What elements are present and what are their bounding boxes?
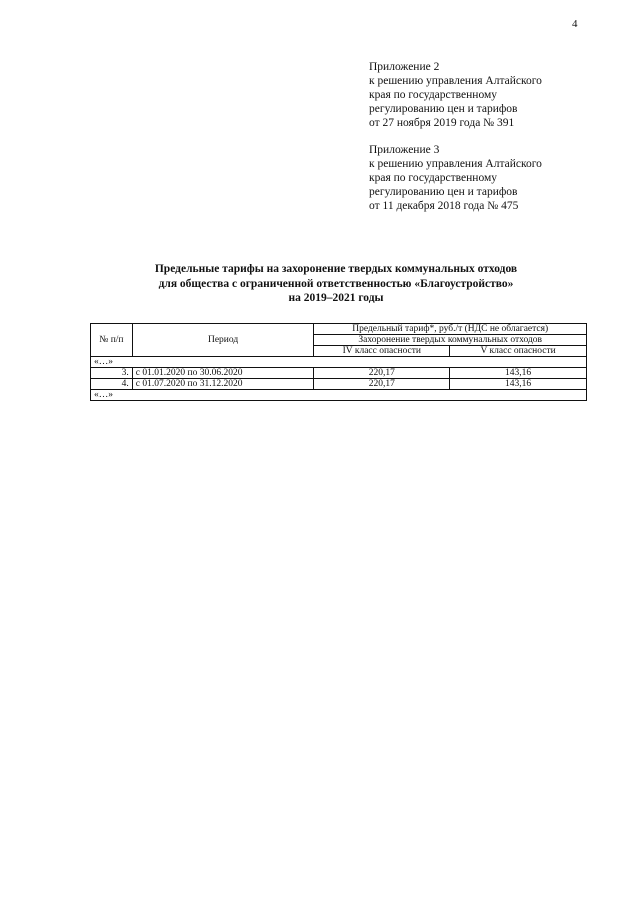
appendix-2-heading (369, 60, 542, 130)
table-ellipsis-row (91, 390, 587, 401)
row-num: 4. (91, 379, 133, 390)
row-class-v: 143,16 (450, 368, 587, 379)
appendix-2-line: регулированию цен и тарифов (369, 103, 518, 115)
appendix-2-line: Приложение 2 (369, 61, 440, 73)
row-class-iv: 220,17 (314, 379, 450, 390)
appendix-3-heading (369, 143, 542, 213)
header-class-v: V класс опасности (450, 346, 587, 357)
row-class-iv: 220,17 (314, 368, 450, 379)
appendix-2-line: к решению управления Алтайского (369, 75, 542, 87)
title-line: Предельные тарифы на захоронение твердых коммунальных отходов (154, 263, 518, 275)
header-period: Период (132, 324, 314, 357)
appendix-3-line: от 11 декабря 2018 года № 475 (369, 200, 519, 212)
tariff-table (90, 323, 587, 401)
appendix-2-line: от 27 ноября 2019 года № 391 (369, 117, 515, 129)
ellipsis-bottom: «…» (91, 390, 587, 401)
appendix-3-line: края по государственному (369, 172, 497, 184)
row-period: с 01.07.2020 по 31.12.2020 (132, 379, 314, 390)
title-line: для общества с ограниченной ответственностью «Благоустройство» (158, 277, 514, 290)
row-period: с 01.01.2020 по 30.06.2020 (132, 368, 314, 379)
table-row (91, 379, 587, 390)
document-title (70, 262, 602, 306)
table-ellipsis-row (91, 357, 587, 368)
appendix-3-line: регулированию цен и тарифов (369, 186, 518, 198)
appendix-3-line: к решению управления Алтайского (369, 158, 542, 170)
table-header-row (91, 324, 587, 335)
table-row (91, 368, 587, 379)
ellipsis-top: «…» (91, 357, 587, 368)
row-num: 3. (91, 368, 133, 379)
header-num: № п/п (91, 324, 133, 357)
header-class-iv: IV класс опасности (314, 346, 450, 357)
appendix-2-line: края по государственному (369, 89, 497, 101)
row-class-v: 143,16 (450, 379, 587, 390)
appendix-3-line: Приложение 3 (369, 144, 440, 156)
page-number: 4 (572, 18, 578, 30)
header-tariff: Предельный тариф*, руб./т (НДС не облагается) (314, 324, 587, 335)
title-line: на 2019–2021 годы (288, 292, 384, 304)
header-disposal: Захоронение твердых коммунальных отходов (314, 335, 587, 346)
